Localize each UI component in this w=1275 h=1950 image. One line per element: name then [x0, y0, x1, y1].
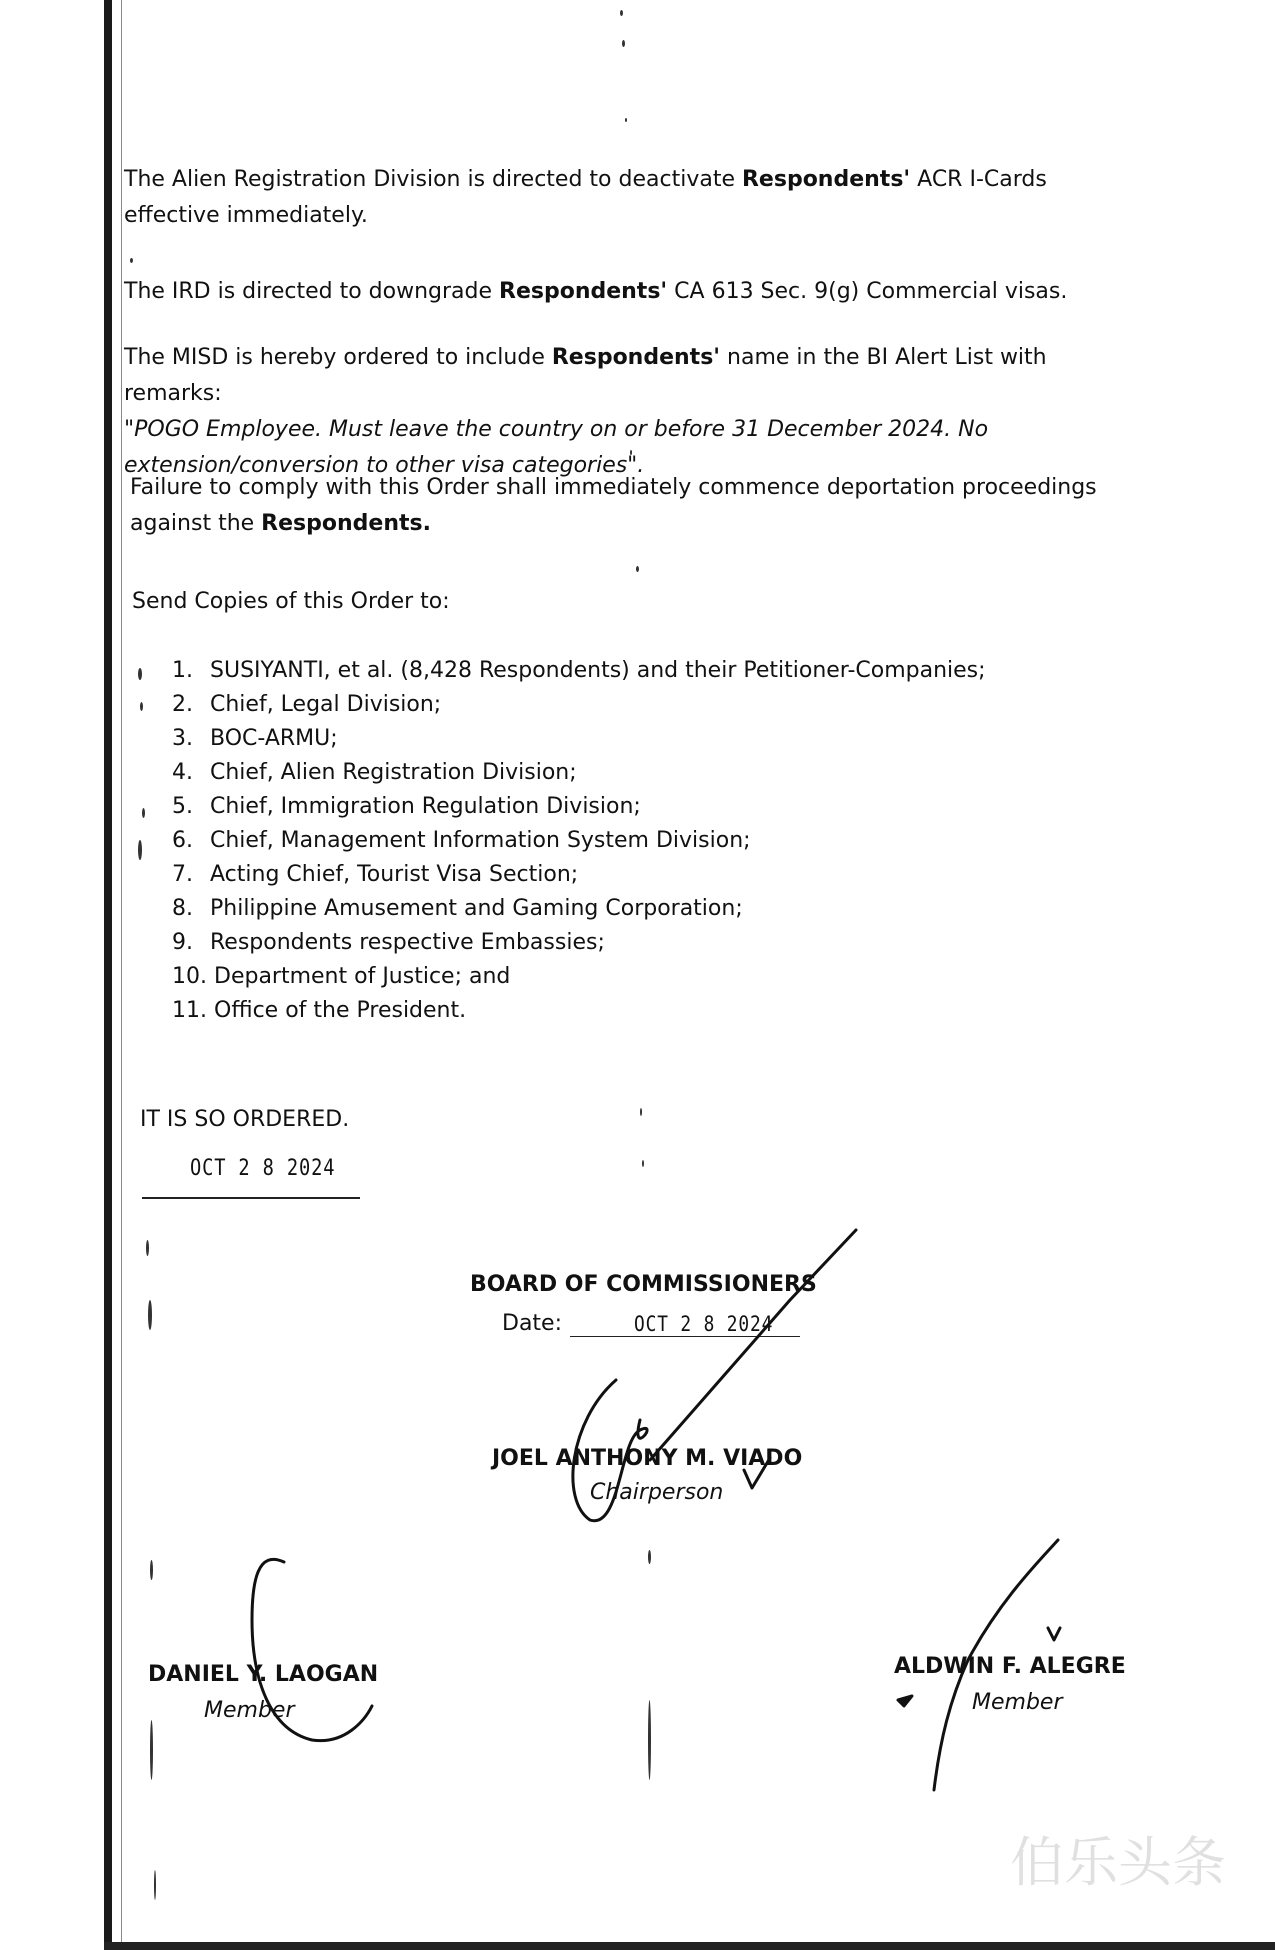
order-paragraph-failure: Failure to comply with this Order shall immediately commence deportation proceedings against the Respondents. — [130, 475, 1097, 536]
so-ordered-text: IT IS SO ORDERED. — [140, 1107, 350, 1132]
board-title: BOARD OF COMMISSIONERS — [470, 1272, 817, 1297]
member-name-alegre: ALDWIN F. ALEGRE — [894, 1654, 1126, 1679]
respondents-bold: Respondents. — [261, 511, 431, 536]
respondents-bold: Respondents' — [499, 279, 668, 304]
order-paragraph-acr: The Alien Registration Division is directed to deactivate Respondents' ACR I-Cards effective immediately. — [124, 167, 1047, 228]
board-date-underline — [570, 1336, 800, 1337]
board-date-label: Date: — [502, 1311, 562, 1336]
scan-bottom-bar — [104, 1942, 1275, 1950]
member-role-alegre: Member — [972, 1690, 1063, 1715]
list-item: 9. Respondents respective Embassies; — [172, 930, 605, 955]
date-underline — [142, 1197, 360, 1199]
watermark: 伯乐头条 — [1010, 1831, 1226, 1894]
alegre-signature-tick — [1048, 1628, 1060, 1640]
scan-edge-bar — [104, 0, 112, 1950]
alert-list-remark: "POGO Employee. Must leave the country on or before 31 December 2024. No extension/conversion to other visa categories". — [124, 417, 989, 478]
order-paragraph-ird: The IRD is directed to downgrade Respondents' CA 613 Sec. 9(g) Commercial visas. — [124, 279, 1068, 304]
list-item: 7. Acting Chief, Tourist Visa Section; — [172, 862, 579, 887]
list-item: 3. BOC-ARMU; — [172, 726, 338, 751]
copies-list — [172, 654, 986, 1028]
copies-heading: Send Copies of this Order to: — [132, 589, 450, 614]
member-role-laogan: Member — [204, 1698, 295, 1723]
chair-signature-stroke — [650, 1230, 856, 1460]
list-item: 4. Chief, Alien Registration Division; — [172, 760, 577, 785]
board-date-stamp: OCT 2 8 2024 — [634, 1312, 774, 1336]
order-paragraph-misd: The MISD is hereby ordered to include Respondents' name in the BI Alert List with remarks: "POGO Employee. Must leave the country on or before 31 December 2024. No extension/conversion to other visa categories". — [124, 345, 1047, 478]
scan-edge-line — [121, 0, 122, 1950]
respondents-bold: Respondents' — [741, 167, 911, 192]
alegre-signature-mark — [898, 1696, 912, 1706]
list-item: 6. Chief, Management Information System Division; — [172, 828, 751, 853]
list-item: 1. SUSIYANTI, et al. (8,428 Respondents) and their Petitioner-Companies; — [172, 658, 986, 683]
chairperson-name: JOEL ANTHONY M. VIADO — [492, 1446, 803, 1471]
list-item: 11. Office of the President. — [172, 998, 467, 1023]
list-item: 8. Philippine Amusement and Gaming Corporation; — [172, 896, 743, 921]
respondents-bold: Respondents' — [551, 345, 721, 370]
list-item: 2. Chief, Legal Division; — [172, 692, 442, 717]
member-name-laogan: DANIEL Y. LAOGAN — [148, 1662, 379, 1687]
list-item: 10. Department of Justice; and — [172, 964, 511, 989]
list-item: 5. Chief, Immigration Regulation Division; — [172, 794, 641, 819]
chairperson-role: Chairperson — [590, 1480, 724, 1505]
date-stamp: OCT 2 8 2024 — [190, 1156, 336, 1181]
